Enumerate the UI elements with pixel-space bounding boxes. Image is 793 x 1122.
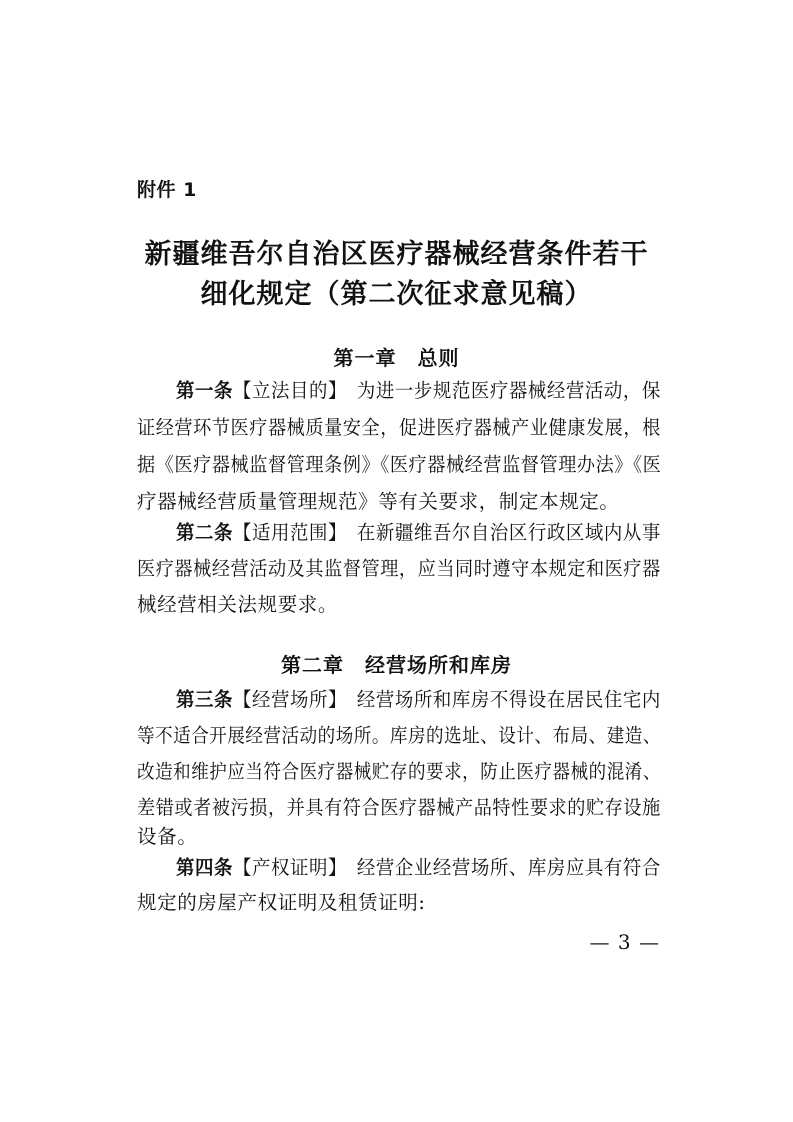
article-4-number: 第四条: [176, 856, 234, 879]
document-title-line-2: 细化规定（第二次征求意见稿）: [200, 279, 593, 310]
article-1-line-3: [137, 452, 661, 478]
article-1-line-4: [137, 489, 661, 515]
article-1-number: 第一条: [176, 379, 234, 402]
page-number: — 3 —: [589, 930, 660, 954]
article-3-line-1: [176, 687, 661, 713]
article-3-text-5: 设备。: [137, 825, 198, 848]
article-4-text-1: 【产权证明】 经营企业经营场所、库房应具有符合: [233, 856, 661, 879]
article-3-number: 第三条: [176, 688, 234, 711]
article-1-text-1: 【立法目的】 为进一步规范医疗器械经营活动，保: [233, 379, 661, 402]
chapter-2-heading: 第二章 经营场所和库房: [281, 653, 512, 677]
chapter-1-heading: 第一章 总则: [333, 346, 460, 370]
article-1-text-4: 疗器械经营质量管理规范》等有关要求，制定本规定。: [137, 490, 620, 513]
article-2-line-3: [137, 592, 661, 618]
article-4-line-2: [137, 890, 661, 916]
article-2-text-2: 医疗器械经营活动及其监督管理，应当同时遵守本规定和医疗器: [137, 557, 661, 580]
document-title-line-1: 新疆维吾尔自治区医疗器械经营条件若干: [144, 239, 649, 270]
article-3-line-2: [137, 723, 661, 749]
article-4-text-2: 规定的房屋产权证明及租赁证明:: [137, 891, 426, 914]
article-3-text-2: 等不适合开展经营活动的场所。库房的选址、设计、布局、建造、: [137, 724, 661, 747]
article-3-text-4: 差错或者被污损，并具有符合医疗器械产品特性要求的贮存设施: [137, 796, 661, 819]
article-2-text-3: 械经营相关法规要求。: [137, 593, 339, 616]
article-3-line-5: [137, 824, 661, 850]
article-3-line-3: [137, 759, 661, 785]
article-3-text-3: 改造和维护应当符合医疗器械贮存的要求，防止医疗器械的混淆、: [137, 760, 661, 783]
article-2-text-1: 【适用范围】 在新疆维吾尔自治区行政区域内从事: [233, 521, 661, 544]
article-3-line-4: [137, 795, 661, 821]
article-4-line-1: [176, 855, 661, 881]
article-1-text-3: 据《医疗器械监督管理条例》《医疗器械经营监督管理办法》《医: [137, 453, 662, 476]
article-2-number: 第二条: [176, 521, 234, 544]
article-2-line-2: [137, 556, 661, 582]
article-2-line-1: [176, 520, 661, 546]
article-1-line-2: [137, 415, 661, 441]
attachment-label: 附件 1: [137, 179, 197, 201]
article-3-text-1: 【经营场所】 经营场所和库房不得设在居民住宅内: [233, 688, 661, 711]
article-1-line-1: [176, 378, 661, 404]
article-1-text-2: 证经营环节医疗器械质量安全，促进医疗器械产业健康发展，根: [137, 416, 661, 439]
